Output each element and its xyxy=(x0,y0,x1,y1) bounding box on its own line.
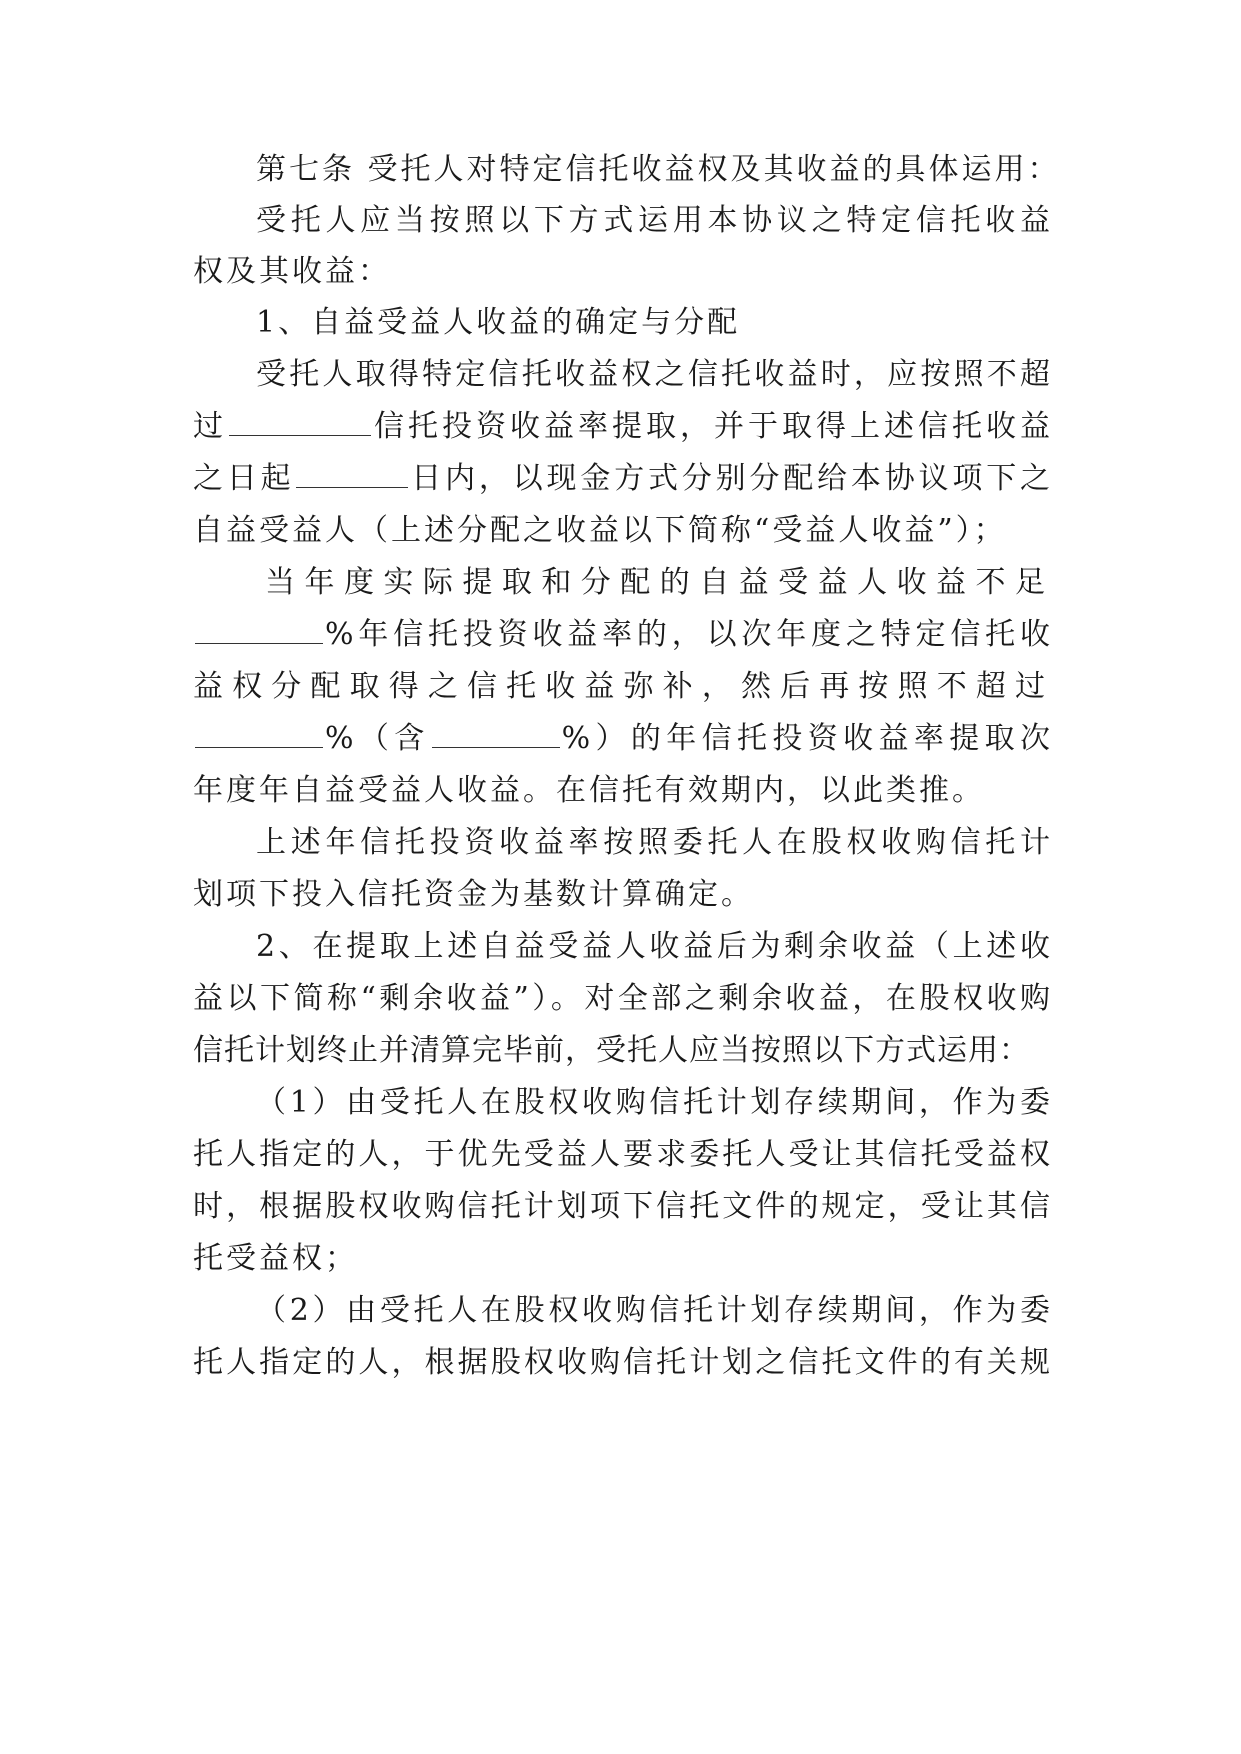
fill-in-blank[interactable] xyxy=(195,613,323,644)
paragraph-line: 托人指定的人，于优先受益人要求委托人受让其信托受益权 xyxy=(193,1137,1053,1172)
list-item-2: （2）由受托人在股权收购信托计划存续期间，作为委 xyxy=(256,1293,1053,1328)
paragraph-line-with-blank xyxy=(193,404,1053,450)
paragraph-line-with-blank xyxy=(193,612,1053,658)
paragraph-line: 权及其收益： xyxy=(193,254,391,289)
fill-in-blank[interactable] xyxy=(296,457,408,488)
fill-in-blank[interactable] xyxy=(195,717,323,748)
paragraph-line: 益以下简称“剩余收益”）。对全部之剩余收益，在股权收购 xyxy=(193,981,1053,1016)
paragraph-line: 年度年自益受益人收益。在信托有效期内，以此类推。 xyxy=(193,773,985,808)
article-heading: 第七条 受托人对特定信托收益权及其收益的具体运用： xyxy=(256,152,1061,187)
paragraph-line: 当年度实际提取和分配的自益受益人收益不足 xyxy=(265,565,1053,600)
paragraph-line: 托人指定的人，根据股权收购信托计划之信托文件的有关规 xyxy=(193,1345,1053,1380)
list-item-1: （1）由受托人在股权收购信托计划存续期间，作为委 xyxy=(256,1085,1053,1120)
paragraph-line: 托受益权； xyxy=(193,1241,358,1276)
fill-in-blank[interactable] xyxy=(229,405,371,436)
paragraph-line: 上述年信托投资收益率按照委托人在股权收购信托计 xyxy=(256,825,1053,860)
line-text: %）的年信托投资收益率提取次 xyxy=(561,721,1053,756)
paragraph-line: 信托计划终止并清算完毕前，受托人应当按照以下方式运用： xyxy=(193,1033,1030,1068)
fill-in-blank[interactable] xyxy=(432,717,560,748)
line-text: 日内，以现金方式分别分配给本协议项下之 xyxy=(410,461,1054,496)
paragraph-line: 划项下投入信托资金为基数计算确定。 xyxy=(193,877,754,912)
line-text: %（含 xyxy=(325,721,430,756)
paragraph-line: 益权分配取得之信托收益弥补，然后再按照不超过 xyxy=(193,669,1053,704)
paragraph-line-with-blank xyxy=(193,456,1053,502)
paragraph-line: 受托人取得特定信托收益权之信托收益时，应按照不超 xyxy=(256,357,1053,392)
line-text: %年信托投资收益率的，以次年度之特定信托收 xyxy=(325,617,1053,652)
section-heading-1: 1、自益受益人收益的确定与分配 xyxy=(256,305,741,340)
paragraph-line: 自益受益人（上述分配之收益以下简称“受益人收益”）； xyxy=(193,513,1007,548)
line-prefix: 之日起 xyxy=(193,461,295,496)
paragraph-line: 时，根据股权收购信托计划项下信托文件的规定，受让其信 xyxy=(193,1189,1053,1224)
paragraph-line: 受托人应当按照以下方式运用本协议之特定信托收益 xyxy=(256,203,1053,238)
paragraph-line-with-blanks xyxy=(193,716,1053,762)
section-heading-2: 2、在提取上述自益受益人收益后为剩余收益（上述收 xyxy=(256,929,1053,964)
line-text: 信托投资收益率提取，并于取得上述信托收益 xyxy=(373,409,1053,444)
line-prefix: 过 xyxy=(193,409,227,444)
